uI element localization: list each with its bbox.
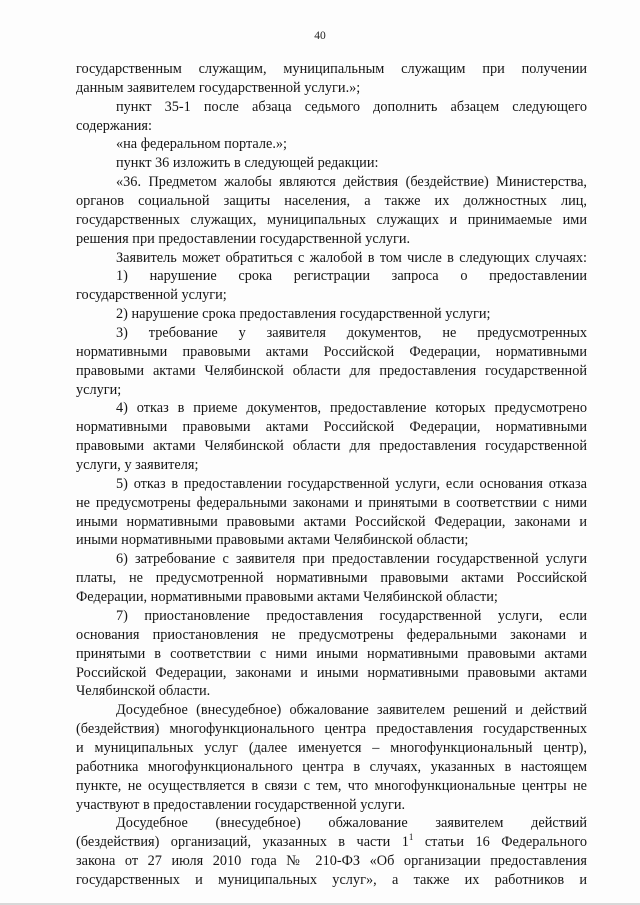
text-line: и муниципальных услуг (далее именуется – многофункциональный центр), bbox=[76, 739, 587, 756]
text-line: Досудебное (внесудебное) обжалование заявителем решений и действий bbox=[116, 702, 587, 719]
text-line: нормативными правовыми актами Российской Федерации, нормативными bbox=[76, 419, 587, 436]
text-line: принятыми в соответствии с ними иными нормативными правовыми актами bbox=[76, 645, 587, 662]
text-line: услуги; bbox=[76, 381, 122, 398]
text-line: иными нормативными правовыми актами Челябинской области; bbox=[76, 532, 469, 549]
text-line: Федерации, нормативными правовыми актами Челябинской области; bbox=[76, 589, 498, 606]
text-line: 1) нарушение срока регистрации запроса о предоставлении bbox=[116, 268, 587, 285]
text-line: Заявитель может обратиться с жалобой в том числе в следующих случаях: bbox=[116, 249, 587, 266]
text-line: участвуют в предоставлении государственной услуги. bbox=[76, 796, 406, 813]
page-number: 40 bbox=[314, 30, 326, 42]
text-line: пункте, не осуществляется в связи с тем, что многофункциональные центры не bbox=[76, 777, 587, 794]
document-body bbox=[76, 60, 587, 890]
text-line: государственных и муниципальных услуг», а также их работников и bbox=[76, 871, 587, 888]
text-line: государственной услуги; bbox=[76, 287, 227, 304]
text-line: (бездействия) многофункционального центра предоставления государственных bbox=[76, 721, 587, 738]
text-line: Челябинской области. bbox=[76, 683, 211, 700]
text-line: Российской Федерации, законами и иными нормативными правовыми актами bbox=[76, 664, 587, 681]
text-line: 4) отказ в приеме документов, предоставление которых предусмотрено bbox=[116, 400, 587, 417]
text-line: правовыми актами Челябинской области для предоставления государственной bbox=[76, 438, 587, 455]
text-line: 6) затребование с заявителя при предоставлении государственной услуги bbox=[116, 551, 587, 568]
text-line: иными нормативными правовыми актами Российской Федерации, законами и bbox=[76, 513, 587, 530]
text-line: не предусмотрены федеральными законами и принятыми в соответствии с ними bbox=[76, 494, 587, 511]
text-line: нормативными правовыми актами Российской Федерации, нормативными bbox=[76, 343, 587, 360]
text-line: работника многофункционального центра в случаях, указанных в настоящем bbox=[76, 758, 587, 775]
text-line: Досудебное (внесудебное) обжалование заявителем действий bbox=[116, 815, 587, 832]
text-line: решения при предоставлении государственной услуги. bbox=[76, 230, 411, 247]
text-line: основания приостановления не предусмотрены федеральными законами и bbox=[76, 626, 587, 643]
text-fragment: статьи 16 Федерального bbox=[413, 834, 587, 851]
text-line: услуги, у заявителя; bbox=[76, 457, 199, 474]
text-line: 3) требование у заявителя документов, не предусмотренных bbox=[116, 325, 587, 342]
text-line bbox=[76, 833, 587, 852]
text-fragment: (бездействия) организаций, указанных в части 1 bbox=[76, 834, 409, 851]
text-line: 2) нарушение срока предоставления государственной услуги; bbox=[116, 306, 491, 323]
text-line: государственным служащим, муниципальным служащим при получении bbox=[76, 61, 587, 77]
text-line: 5) отказ в предоставлении государственной услуги, если основания отказа bbox=[116, 475, 587, 492]
text-line: правовыми актами Челябинской области для предоставления государственной bbox=[76, 362, 587, 379]
text-line: пункт 35-1 после абзаца седьмого дополнить абзацем следующего bbox=[116, 98, 587, 115]
superscript: 1 bbox=[408, 832, 414, 843]
text-line: «на федеральном портале.»; bbox=[116, 136, 288, 153]
text-line: закона от 27 июля 2010 года № 210-ФЗ «Об организации предоставления bbox=[76, 853, 587, 870]
text-line: данным заявителем государственной услуги.»; bbox=[76, 79, 361, 96]
text-line: государственных служащих, муниципальных служащих и принимаемые ими bbox=[76, 211, 587, 228]
text-line: пункт 36 изложить в следующей редакции: bbox=[116, 155, 379, 172]
text-line: платы, не предусмотренной нормативными правовыми актами Российской bbox=[76, 570, 587, 587]
text-line: органов социальной защиты населения, а также их должностных лиц, bbox=[76, 193, 587, 210]
text-line: 7) приостановление предоставления государственной услуги, если bbox=[116, 607, 587, 624]
text-line: содержания: bbox=[76, 117, 152, 134]
text-line: «36. Предметом жалобы являются действия (бездействие) Министерства, bbox=[116, 174, 587, 191]
